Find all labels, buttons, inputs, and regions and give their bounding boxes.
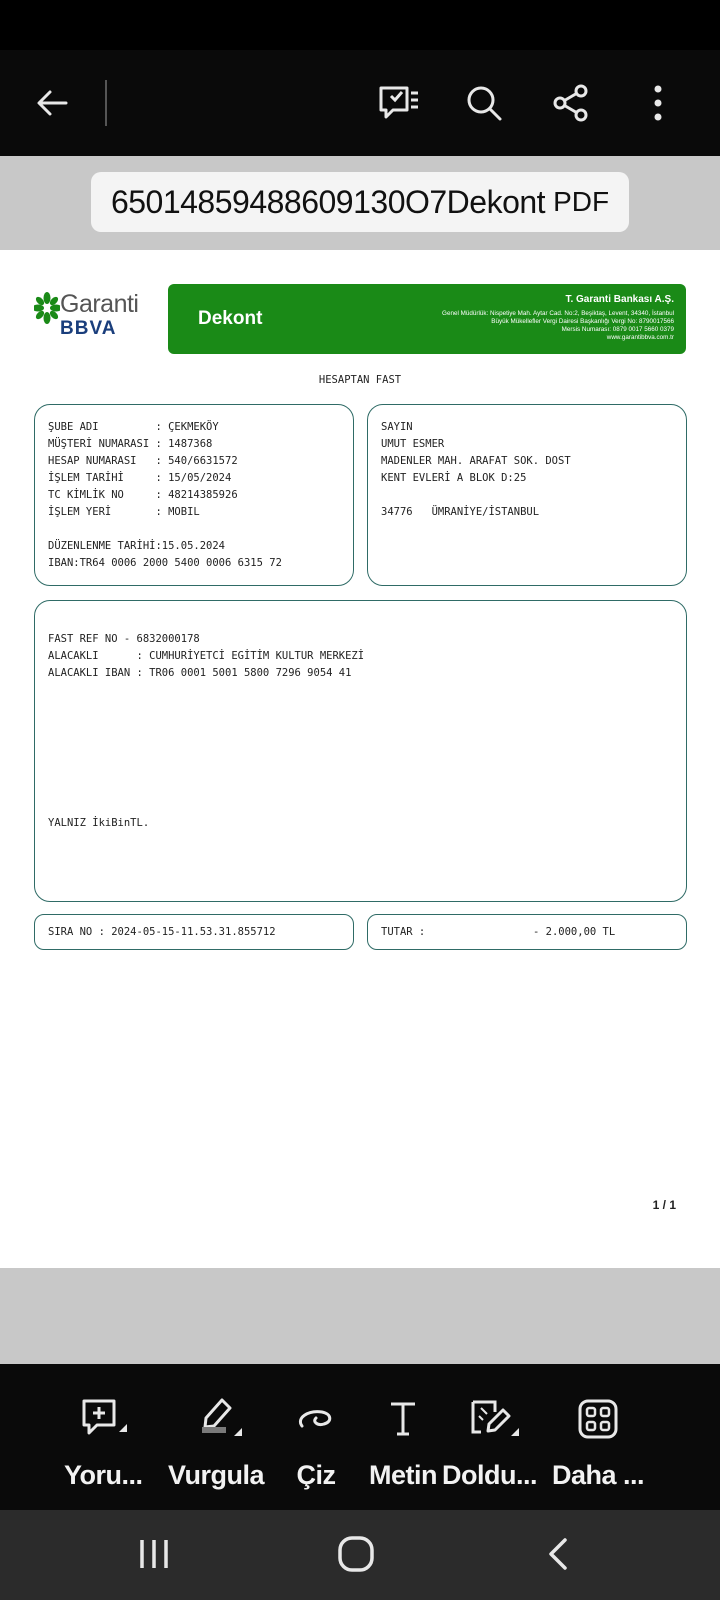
account-info-line: ŞUBE ADI : ÇEKMEKÖY (48, 421, 219, 433)
banner-title: Dekont (198, 308, 263, 329)
sender-iban: IBAN:TR64 0006 2000 5400 0006 6315 72 (48, 557, 282, 569)
recipient-iban: ALACAKLI IBAN : TR06 0001 5001 5800 7296 9054 41 (48, 667, 352, 679)
amount-in-words: YALNIZ İkiBinTL. (48, 817, 150, 829)
fast-ref: FAST REF NO - 6832000178 (48, 633, 200, 645)
system-nav-bar (0, 1510, 720, 1600)
toolbar-divider (105, 80, 107, 126)
pdf-page (0, 250, 720, 1268)
search-icon[interactable] (459, 78, 509, 128)
address-line: 34776 ÜMRANİYE/İSTANBUL (381, 506, 540, 518)
document-type: HESAPTAN FAST (318, 374, 402, 386)
bank-name: T. Garanti Bankası A.Ş. (565, 294, 674, 305)
customer-address-box (367, 404, 687, 586)
status-bar (0, 0, 720, 50)
share-icon[interactable] (546, 78, 596, 128)
account-info-line: MÜŞTERİ NUMARASI : 1487368 (48, 438, 213, 450)
file-extension: PDF (553, 186, 610, 217)
account-info-line: İŞLEM TARİHİ : 15/05/2024 (48, 472, 232, 484)
bank-info-line: Büyük Mükellefler Vergi Dairesi Başkanlığı Vergi No: 8790017566 (491, 318, 674, 325)
recipient-name: ALACAKLI : CUMHURİYETCİ EGİTİM KULTUR MERKEZİ (48, 650, 365, 662)
fill-sign-icon (465, 1396, 513, 1444)
sequence-box (34, 914, 354, 950)
fill-sign-tool[interactable] (442, 1396, 537, 1496)
file-name-chip (91, 172, 629, 232)
highlight-tool[interactable] (168, 1396, 264, 1496)
tool-label: Metin (369, 1460, 437, 1490)
bottom-toolbar (0, 1364, 720, 1510)
garanti-bbva-logo (34, 288, 144, 344)
page-indicator: 1 / 1 (652, 1198, 676, 1212)
draw-icon (292, 1396, 340, 1444)
sequence-number: SIRA NO : 2024-05-15-11.53.31.855712 (48, 926, 276, 938)
comment-list-icon[interactable] (374, 78, 424, 128)
file-name: 65014859488609130O7Dekont (110, 183, 546, 220)
back-icon[interactable] (528, 1530, 588, 1578)
tool-label: Vurgula (168, 1460, 265, 1490)
transfer-details-box (34, 600, 687, 902)
account-info-box (34, 404, 354, 586)
text-icon (379, 1396, 427, 1444)
account-info-line: TC KİMLİK NO : 48214385926 (48, 489, 238, 501)
comment-tool[interactable] (64, 1396, 143, 1496)
amount-label: TUTAR : (381, 926, 426, 938)
grid-more-icon (574, 1396, 622, 1444)
tool-label: Çiz (296, 1460, 336, 1490)
amount-box (367, 914, 687, 950)
text-tool[interactable] (369, 1396, 437, 1496)
recents-icon[interactable] (124, 1530, 184, 1578)
home-icon[interactable] (326, 1530, 386, 1578)
top-app-bar (0, 50, 720, 156)
highlighter-icon (192, 1396, 240, 1444)
issue-date: DÜZENLENME TARİHİ:15.05.2024 (48, 540, 226, 552)
bank-info (442, 310, 674, 342)
tool-label: Doldu... (442, 1460, 537, 1490)
address-line: SAYIN (381, 421, 413, 433)
account-info-line: HESAP NUMARASI : 540/6631572 (48, 455, 238, 467)
address-line: KENT EVLERİ A BLOK D:25 (381, 472, 527, 484)
tool-label: Yoru... (64, 1460, 143, 1490)
amount-value: - 2.000,00 TL (533, 926, 616, 938)
draw-tool[interactable] (292, 1396, 340, 1496)
logo-text-garanti: Garanti (60, 290, 139, 318)
comment-add-icon (79, 1396, 127, 1444)
back-arrow-icon[interactable] (27, 78, 77, 128)
customer-name: UMUT ESMER (381, 438, 445, 450)
more-vertical-icon[interactable] (633, 78, 683, 128)
pdf-viewer[interactable] (0, 156, 720, 1364)
account-info-line: İŞLEM YERİ : MOBIL (48, 506, 200, 518)
more-tools[interactable] (552, 1396, 644, 1496)
bank-info-line: Mersis Numarası: 0879 0017 5660 0379 (561, 326, 674, 333)
logo-text-bbva: BBVA (60, 318, 117, 339)
dekont-banner (168, 284, 686, 354)
bank-info-line: www.garantibbva.com.tr (606, 334, 674, 341)
address-line: MADENLER MAH. ARAFAT SOK. DOST (381, 455, 571, 467)
bank-info-line: Genel Müdürlük: Nispetiye Mah. Aytar Cad. No:2, Beşiktaş, Levent, 34340, İstanbul (442, 310, 674, 317)
tool-label: Daha ... (552, 1460, 645, 1490)
